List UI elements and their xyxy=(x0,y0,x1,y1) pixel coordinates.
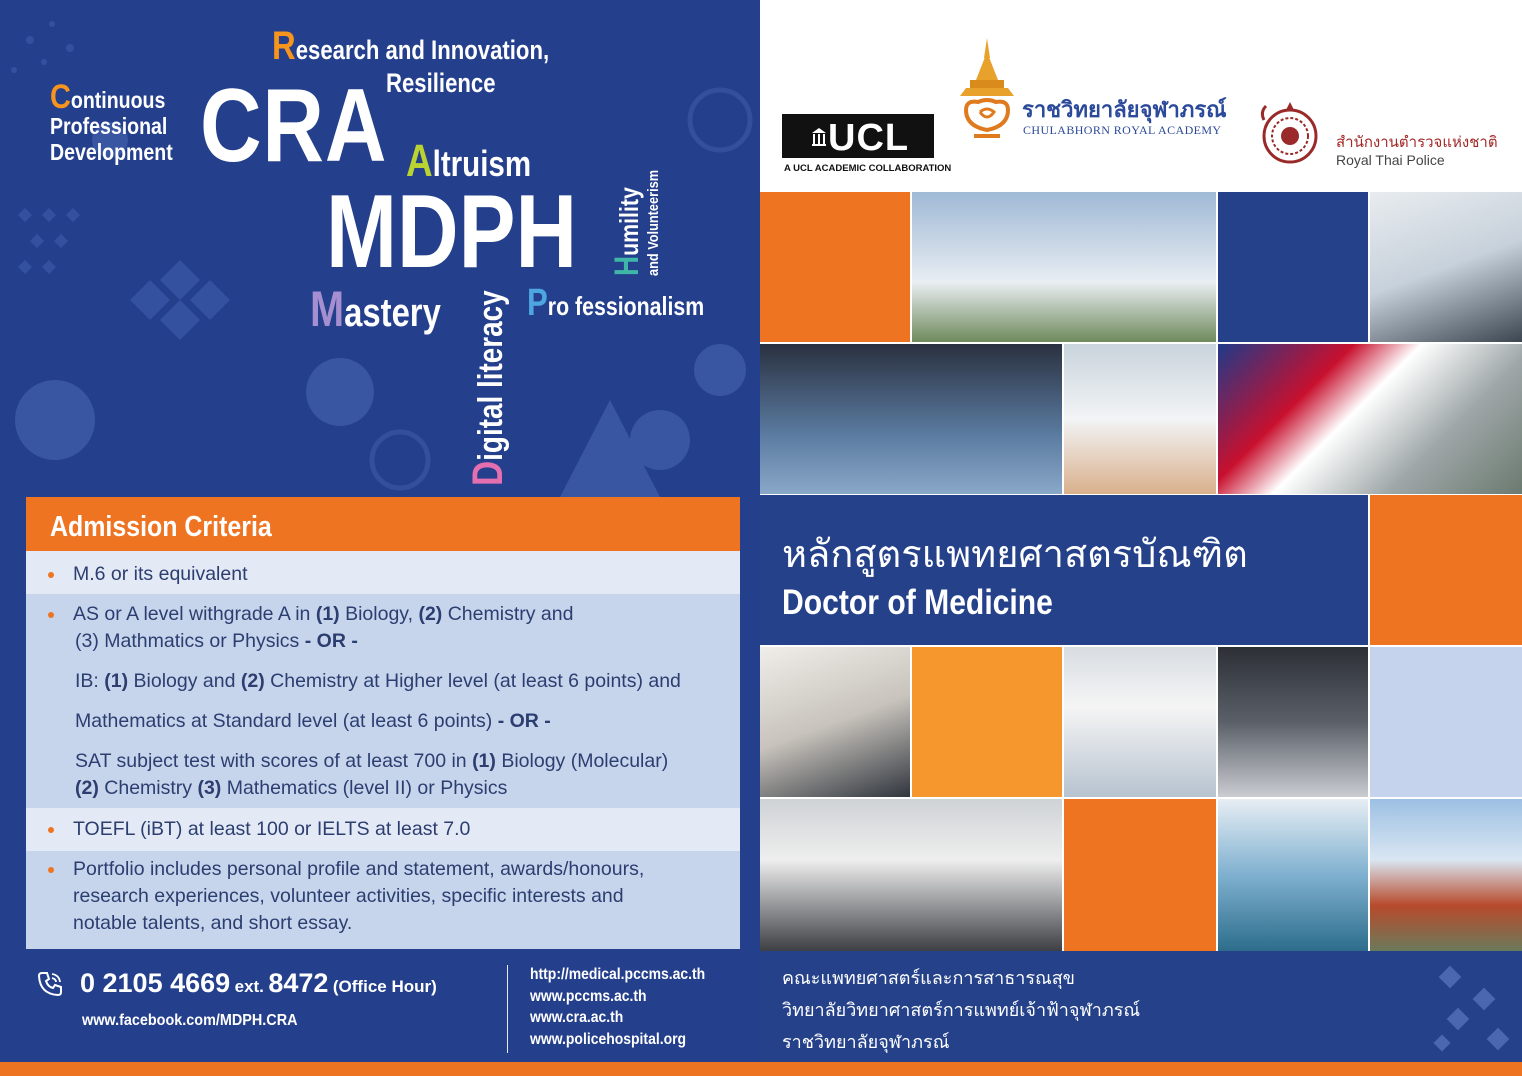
color-tile xyxy=(1370,495,1522,645)
cra-name-thai: ราชวิทยาลัยจุฬาภรณ์ xyxy=(1022,98,1227,123)
ucl-logo xyxy=(782,114,934,158)
bullet-icon xyxy=(48,612,54,618)
decorative-diamonds xyxy=(1430,961,1522,1061)
value-volunteerism: and Volunteerism xyxy=(645,169,662,276)
cra-heading: CRA xyxy=(200,68,388,184)
mdph-heading: MDPH xyxy=(326,174,578,290)
faculty-line: คณะแพทยศาสตร์และการสาธารณสุข xyxy=(782,968,1075,989)
criteria-item: Portfolio includes personal profile and statement, awards/honours, research experiences, volunteer activities, specific interests and notable talents, and short essay. xyxy=(48,856,644,937)
logo-bar xyxy=(760,0,1522,192)
cra-crest-icon xyxy=(956,38,1018,148)
criteria-ib-line2: Mathematics at Standard level (at least 6 points) - OR - xyxy=(75,710,551,732)
police-name-english: Royal Thai Police xyxy=(1336,152,1445,168)
value-mastery: Mastery xyxy=(310,281,441,337)
phone-icon xyxy=(36,970,64,998)
criteria-item: TOEFL (iBT) at least 100 or IELTS at least 7.0 xyxy=(48,816,470,843)
value-continuous-rest: ontinuous xyxy=(70,87,166,113)
value-research: Research and Innovation, xyxy=(272,24,550,68)
bullet-icon xyxy=(48,572,54,578)
color-tile xyxy=(912,647,1062,797)
criteria-sat: SAT subject test with scores of at least 700 in (1) Biology (Molecular) xyxy=(75,750,669,772)
students-ward-photo xyxy=(760,799,1062,951)
admission-header xyxy=(26,497,740,551)
facebook-link[interactable]: www.facebook.com/MDPH.CRA xyxy=(82,1012,298,1029)
program-title-english: Doctor of Medicine xyxy=(782,583,1053,622)
doctors-discussion-photo xyxy=(1064,647,1216,797)
criteria-subline: (3) Mathmatics or Physics - OR - xyxy=(75,630,358,652)
faculty-block xyxy=(760,951,1522,1062)
value-continuous-professional-development: Continuous Professional Development xyxy=(50,78,173,165)
website-link[interactable]: www.pccms.ac.th xyxy=(530,987,647,1005)
value-professionalism: Pro fessionalism xyxy=(527,282,705,324)
students-computer-photo xyxy=(1370,192,1522,342)
color-tile xyxy=(1218,192,1368,342)
value-altruism: Altruism xyxy=(406,135,532,186)
phone-number[interactable]: 0 2105 4669 ext. 8472 (Office Hour) xyxy=(80,968,437,998)
tablet-photo xyxy=(760,647,910,797)
criteria-item: M.6 or its equivalent xyxy=(48,561,248,588)
website-link[interactable]: http://medical.pccms.ac.th xyxy=(530,966,706,983)
bullet-icon xyxy=(48,827,54,833)
value-development: Development xyxy=(50,139,173,165)
police-name-thai: สำนักงานตำรวจแห่งชาติ xyxy=(1336,133,1498,151)
faculty-line: วิทยาลัยวิทยาศาสตร์การแพทย์เจ้าฟ้าจุฬาภรณ์ xyxy=(782,1000,1141,1021)
ucl-portico-icon xyxy=(812,128,826,146)
admission-title: Admission Criteria xyxy=(50,511,272,543)
faculty-line: ราชวิทยาลัยจุฬาภรณ์ xyxy=(782,1032,950,1053)
website-link[interactable]: www.cra.ac.th xyxy=(530,1009,624,1026)
website-link[interactable]: www.policehospital.org xyxy=(530,1030,687,1048)
color-tile xyxy=(1370,647,1522,797)
left-panel xyxy=(0,0,760,1062)
criteria-item: AS or A level withgrade A in (1) Biology, (2) Chemistry and xyxy=(48,601,738,628)
value-resilience: Resilience xyxy=(386,68,496,98)
admission-criteria-list xyxy=(26,551,740,949)
hospital-building-photo xyxy=(1370,799,1522,951)
surgeons-photo xyxy=(760,344,1062,494)
value-humility: Humility xyxy=(608,187,646,276)
cra-name-english: CHULABHORN ROYAL ACADEMY xyxy=(1023,123,1222,137)
color-tile xyxy=(760,192,910,342)
surgical-training-photo xyxy=(1218,799,1368,951)
ucl-logo-text: UCL xyxy=(828,117,910,159)
value-digital-literacy: Digital literacy xyxy=(465,290,512,486)
criteria-ib: IB: (1) Biology and (2) Chemistry at Higher level (at least 6 points) and xyxy=(75,670,681,692)
bottom-strip xyxy=(0,1062,1522,1076)
bullet-icon xyxy=(48,867,54,873)
ucl-building-photo xyxy=(1218,344,1522,494)
building-photo xyxy=(912,192,1216,342)
ucl-subtitle: A UCL ACADEMIC COLLABORATION xyxy=(784,163,952,174)
clinical-training-photo xyxy=(1064,344,1216,494)
contact-divider xyxy=(507,965,508,1053)
website-list xyxy=(530,964,705,1050)
color-tile xyxy=(1064,799,1216,951)
program-title-thai: หลักสูตรแพทยศาสตรบัณฑิต xyxy=(782,532,1248,576)
program-title-block xyxy=(760,495,1368,645)
xray-photo xyxy=(1218,647,1368,797)
criteria-sat-line2: (2) Chemistry (3) Mathematics (level II) or Physics xyxy=(75,777,508,799)
right-panel xyxy=(760,0,1522,1062)
police-emblem-icon xyxy=(1258,100,1322,170)
value-professional: Professional xyxy=(50,113,168,139)
